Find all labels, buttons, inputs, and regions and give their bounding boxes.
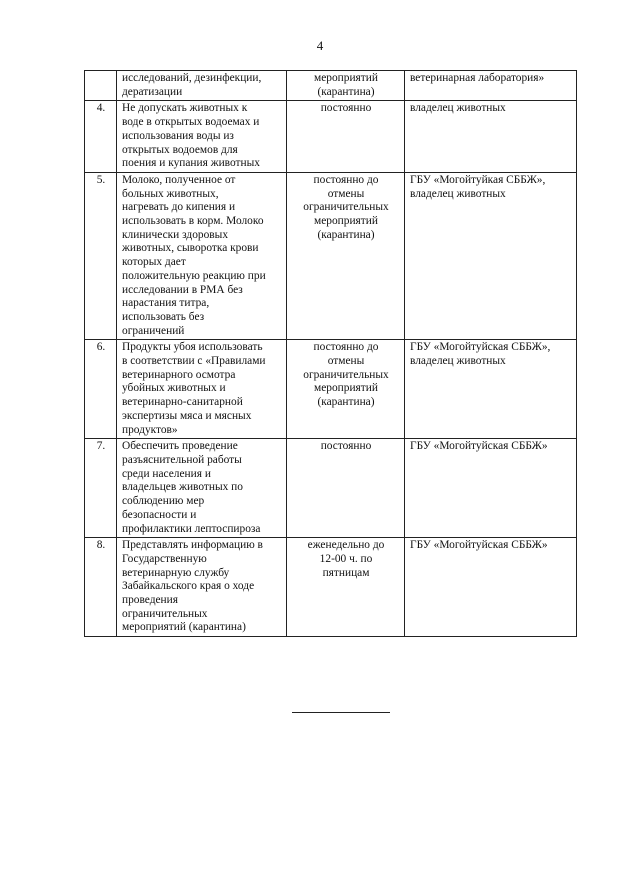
page-number: 4 [316, 38, 324, 53]
row-number: 7. [85, 439, 117, 538]
measure-term: постоянно до отмены ограничительных мероприятий (карантина) [287, 340, 405, 439]
table-row [85, 439, 577, 538]
measure-text: Обеспечить проведение разъяснительной работы среди населения и владельцев животных по соблюдению мер безопасности и профилактики лептоспироза [117, 439, 287, 538]
measure-text: Молоко, полученное от больных животных, нагревать до кипения и использовать в корм. Молоко клинически здоровых животных, сыворотка крови которых дает положительную реакцию при исследовании в РМА без нарастания титра, использовать без ограничений [117, 172, 287, 339]
closing-divider-line [292, 712, 390, 713]
measure-responsible: ГБУ «Могойтуйская СББЖ», владелец животных [405, 340, 577, 439]
table-row [85, 71, 577, 101]
measure-text: Представлять информацию в Государственную ветеринарную службу Забайкальского края о ходе проведения ограничительных мероприятий (карантина) [117, 538, 287, 637]
measure-text: исследований, дезинфекции, дератизации [117, 71, 287, 101]
measure-text: Не допускать животных к воде в открытых водоемах и использования воды из открытых водоемов для поения и купания животных [117, 101, 287, 173]
row-number: 6. [85, 340, 117, 439]
measure-term: еженедельно до 12-00 ч. по пятницам [287, 538, 405, 637]
measure-term: постоянно [287, 439, 405, 538]
measure-responsible: владелец животных [405, 101, 577, 173]
measure-term: постоянно [287, 101, 405, 173]
row-number: 5. [85, 172, 117, 339]
table-row [85, 172, 577, 339]
measure-responsible: ГБУ «Могойтуйкая СББЖ», владелец животных [405, 172, 577, 339]
measure-responsible: ветеринарная лаборатория» [405, 71, 577, 101]
table-row [85, 101, 577, 173]
row-number [85, 71, 117, 101]
table-row [85, 340, 577, 439]
row-number: 4. [85, 101, 117, 173]
table-row [85, 538, 577, 637]
measure-responsible: ГБУ «Могойтуйская СББЖ» [405, 439, 577, 538]
measure-responsible: ГБУ «Могойтуйская СББЖ» [405, 538, 577, 637]
measure-term: мероприятий (карантина) [287, 71, 405, 101]
measures-table [84, 70, 577, 637]
measure-text: Продукты убоя использовать в соответствии с «Правилами ветеринарного осмотра убойных животных и ветеринарно-санитарной экспертизы мяса и мясных продуктов» [117, 340, 287, 439]
row-number: 8. [85, 538, 117, 637]
measure-term: постоянно до отмены ограничительных мероприятий (карантина) [287, 172, 405, 339]
